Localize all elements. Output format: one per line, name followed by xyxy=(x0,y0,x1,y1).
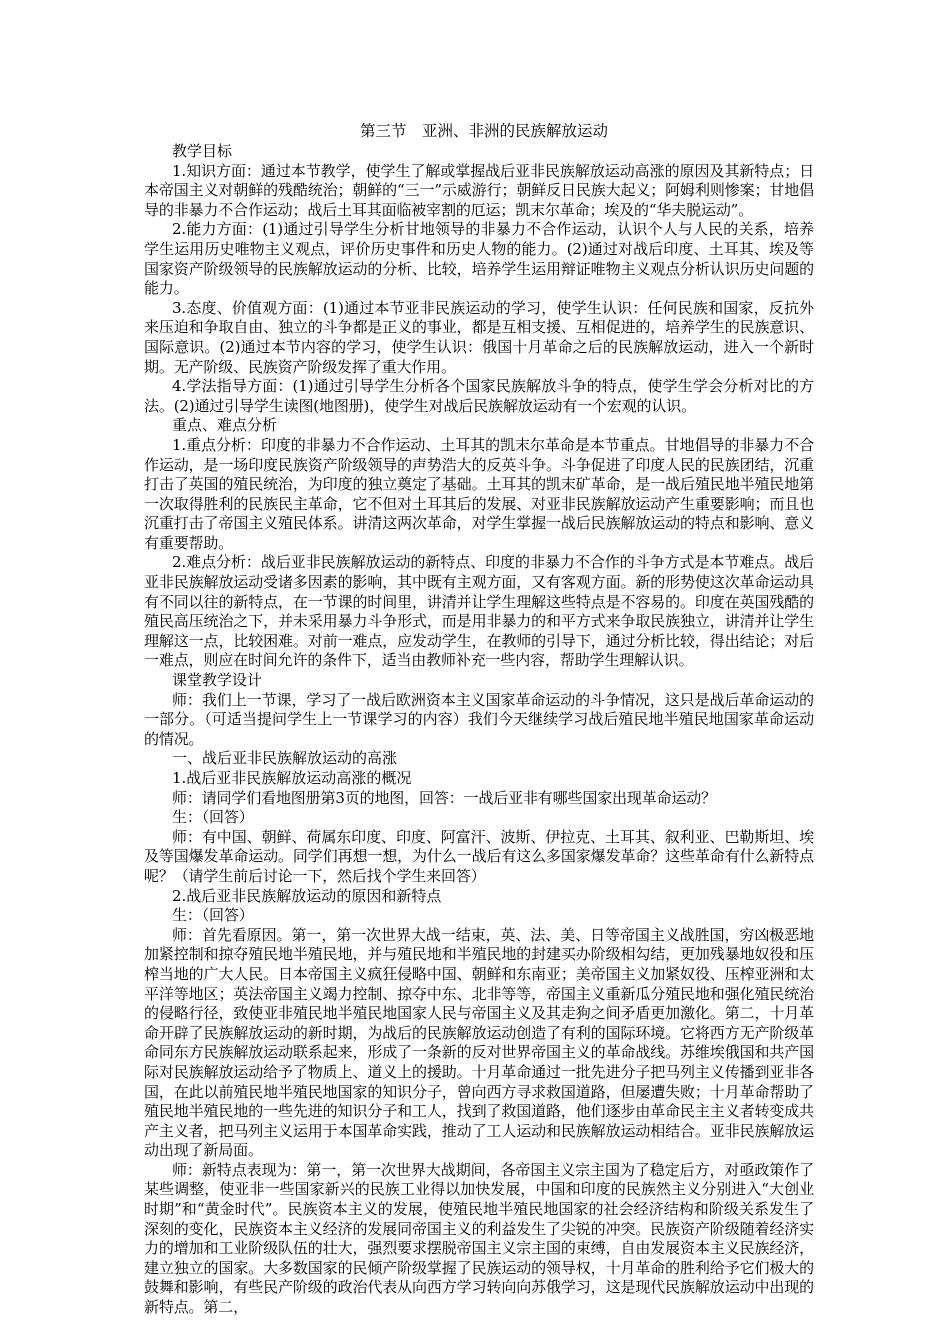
paragraph: 生：（回答） xyxy=(172,808,254,827)
paragraph: 2.难点分析：战后亚非民族解放运动的新特点、印度的非暴力不合作的斗争方式是本节难点。战后亚非民族解放运动受诸多因素的影响，其中既有主观方面，又有客观方面。新的形势使这次革命运动具有不同以往的新特点，在一节课的时间里，讲清并让学生理解这些特点是不容易的。印度在英国残酷的殖民高压统治之下，并未采用暴力斗争形式，而是用非暴力的和平方式来争取民族独立，讲清并让学生理解这一点，比较困难。对前一难点，应发动学生，在教师的引导下，通过分析比较，得出结论；对后一难点，则应在时间允许的条件下，适当由教师补充一些内容，帮助学生理解认识。 xyxy=(144,553,814,670)
paragraph: 1.知识方面：通过本节教学，使学生了解或掌握战后亚非民族解放运动高涨的原因及其新特点；日本帝国主义对朝鲜的残酷统治；朝鲜的“三一”示威游行；朝鲜反日民族大起义；阿姆利则惨案；甘地倡导的非暴力不合作运动；战后土耳其面临被宰割的厄运；凯末尔革命；埃及的“华夫脱运动”。 xyxy=(144,161,814,219)
section-heading: 课堂教学设计 xyxy=(172,671,263,690)
paragraph: 师：有中国、朝鲜、荷属东印度、印度、阿富汗、波斯、伊拉克、土耳其、叙利亚、巴勒斯坦、埃及等国爆发革命运动。同学们再想一想，为什么一战后有这么多国家爆发革命？这些革命有什么新特点呢？（请学生前后讨论一下，然后找个学生来回答） xyxy=(144,827,814,885)
section-heading: 教学目标 xyxy=(172,142,233,160)
paragraph: 2.能力方面：(1)通过引导学生分析甘地领导的非暴力不合作运动，认识个人与人民的关系，培养学生运用历史唯物主义观点，评价历史事件和历史人物的能力。(2)通过对战后印度、土耳其、埃及等国家资产阶级领导的民族解放运动的分析、比较，培养学生运用辩证唯物主义观点分析认识历史问题的能力。 xyxy=(144,220,814,298)
section-heading: 一、战后亚非民族解放运动的高涨 xyxy=(172,749,398,768)
paragraph: 师：新特点表现为：第一，第一次世界大战期间，各帝国主义宗主国为了稳定后方，对亟政策作了某些调整，使亚非一些国家新兴的民族工业得以加快发展，中国和印度的民族然主义分别进入“大创业时期”和“黄金时代”。民族资本主义的发展，使殖民地半殖民地国家的社会经济结构和阶级关系发生了深刻的变化，民族资本主义经济的发展同帝国主义的利益发生了尖锐的冲突。民族资产阶级随着经济实力的增加和工业阶级队伍的壮大，强烈要求摆脱帝国主义宗主国的束缚，自由发展资本主义民族经济，建立独立的国家。大多数国家的民倾产阶级掌握了民族运动的领导权，十月革命的胜利给予它们极大的鼓舞和影响，有些民产阶级的政治代表从向西方学习转向向苏俄学习，这是现代民族解放运动中出现的新特点。第二， xyxy=(144,1160,814,1317)
section-heading: 重点、难点分析 xyxy=(172,416,278,435)
document-page xyxy=(144,120,814,1318)
paragraph: 3.态度、价值观方面：(1)通过本节亚非民族运动的学习，使学生认识：任何民族和国家，反抗外来压迫和争取自由、独立的斗争都是正义的事业，都是互相支援、互相促进的，培养学生的民族意识、国际意识。(2)通过本节内容的学习，使学生认识：俄国十月革命之后的民族解放运动，进入一个新时期。无产阶级、民族资产阶级发挥了重大作用。 xyxy=(144,298,814,376)
paragraph: 师：首先看原因。第一，第一次世界大战一结束，英、法、美、日等帝国主义战胜国，穷凶极恶地加紧控制和掠夺殖民地半殖民地，并与殖民地和半殖民地的封建买办阶级相勾结，更加残暴地奴役和压榨当地的广大人民。日本帝国主义疯狂侵略中国、朝鲜和东南亚；美帝国主义加紧奴役、压榨亚洲和太平洋等地区；英法帝国主义竭力控制、掠夺中东、北非等等，帝国主义重新瓜分殖民地和强化殖民统治的侵略行径，致使亚非殖民地半殖民地国家人民与帝国主义及其走狗之间矛盾更加激化。第二，十月革命开辟了民族解放运动的新时期，为战后的民族解放运动创造了有利的国际环境。它将西方无产阶级革命同东方民族解放运动联系起来，形成了一条新的反对世界帝国主义的革命战线。苏维埃俄国和共产国际对民族解放运动给予了物质上、道义上的援助。十月革命通过一批先进分子把马列主义传播到亚非各国，在此以前殖民地半殖民地国家的知识分子，曾向西方寻求救国道路，但屡遭失败；十月革命帮助了殖民地半殖民地的一些先进的知识分子和工人，找到了救国道路，他们逐步由革命民主主义者转变成共产主义者，把马列主义运用于本国革命实践，推动了工人运动和民族解放运动相结合。亚非民族解放运动出现了新局面。 xyxy=(144,925,814,1160)
section-heading: 2.战后亚非民族解放运动的原因和新特点 xyxy=(172,886,442,905)
paragraph: 4.学法指导方面：(1)通过引导学生分析各个国家民族解放斗争的特点，使学生学会分析对比的方法。(2)通过引导学生读图(地图册)，使学生对战后民族解放运动有一个宏观的认识。 xyxy=(144,377,814,415)
paragraph: 1.重点分析：印度的非暴力不合作运动、土耳其的凯末尔革命是本节重点。甘地倡导的非暴力不合作运动，是一场印度民族资产阶级领导的声势浩大的反英斗争。斗争促进了印度人民的民族团结，沉重打击了英国的殖民统治，为印度的独立奠定了基础。土耳其的凯末矿革命，是一战后殖民地半殖民地第一次取得胜利的民族民主革命，它不但对土耳其后的发展、对亚非民族解放运动产生重要影响；而且也沉重打击了帝国主义殖民体系。讲清这两次革命，对学生掌握一战后民族解放运动的特点和影响、意义有重要帮助。 xyxy=(144,435,814,552)
document-body xyxy=(144,142,814,1318)
section-heading: 1.战后亚非民族解放运动高涨的概况 xyxy=(172,769,412,787)
paragraph: 生：（回答） xyxy=(172,906,254,925)
section-title: 第三节 亚洲、非洲的民族解放运动 xyxy=(359,122,608,140)
paragraph: 师：请同学们看地图册第3页的地图，回答：一战后亚非有哪些国家出现革命运动？ xyxy=(172,788,716,807)
paragraph: 师：我们上一节课，学习了一战后欧洲资本主义国家革命运动的斗争情况，这只是战后革命运动的一部分。（可适当提问学生上一节课学习的内容）我们今天继续学习战后殖民地半殖民地国家革命运动的情况。 xyxy=(144,690,814,748)
